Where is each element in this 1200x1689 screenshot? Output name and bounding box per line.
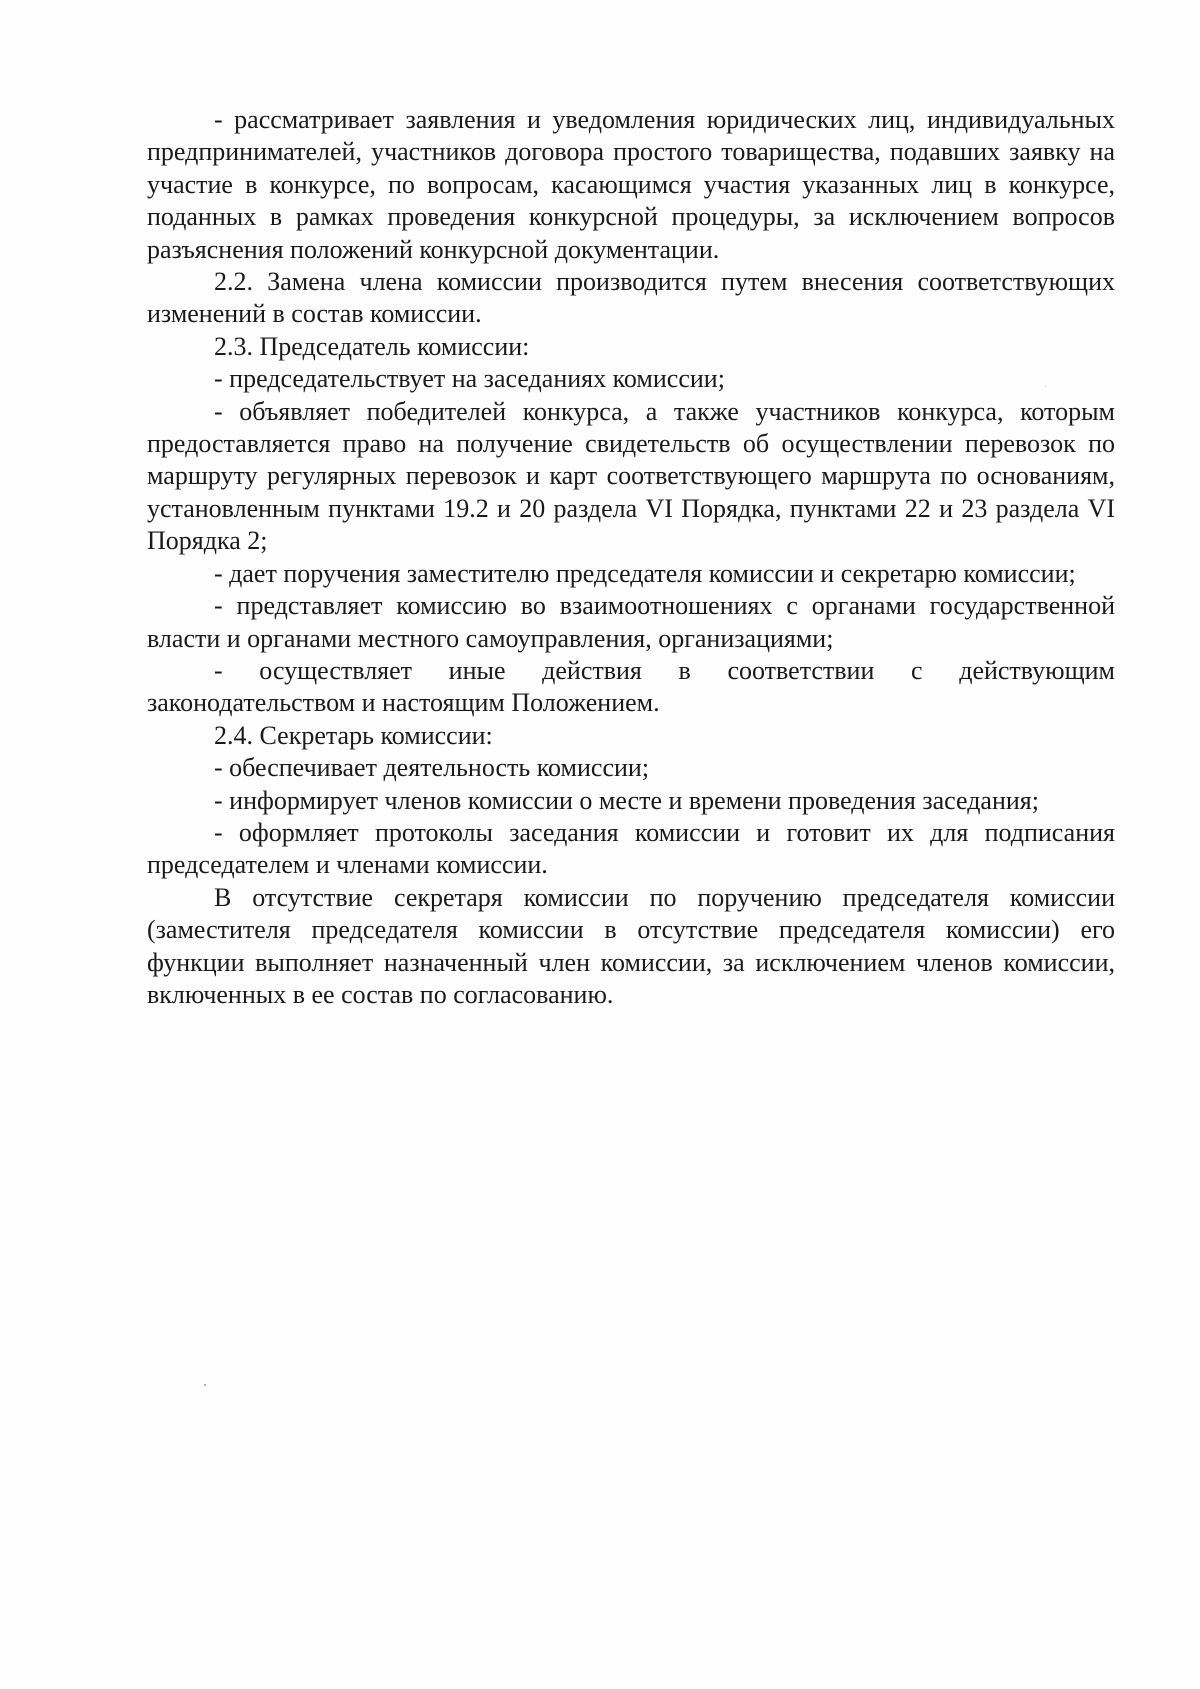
paragraph-secretary-informs-members: - информирует членов комиссии о месте и времени проведения заседания; <box>214 785 1039 815</box>
paragraph-chairman-announces-winners: - объявляет победителей конкурса, а также участников конкурса, которым предоставляется право на получение свидетельств об осуществлении перевозок по маршруту регулярных перевозок и карт соответствующего маршрута по основаниям, установленным пунктами 19.2 и 20 раздела VI Порядка, пунктами 22 и 23 раздела VI Порядка 2; <box>147 396 1115 556</box>
document-body <box>147 104 1115 1011</box>
paragraph-2-2-member-replacement: 2.2. Замена члена комиссии производится путем внесения соответствующих изменений в состав комиссии. <box>147 267 1115 329</box>
paragraph-2-3-chairman-heading: 2.3. Председатель комиссии: <box>214 331 530 361</box>
paragraph-applications-review: - рассматривает заявления и уведомления юридических лиц, индивидуальных предпринимателей, участников договора простого товарищества, подавших заявку на участие в конкурсе, по вопросам, касающимся участия указанных лиц в конкурсе, поданных в рамках проведения конкурсной процедуры, за исключением вопросов разъяснения положений конкурсной документации. <box>147 105 1115 264</box>
scan-speck <box>1045 386 1046 387</box>
paragraph-chairman-represents: - представляет комиссию во взаимоотношениях с органами государственной власти и органами местного самоуправления, организациями; <box>147 591 1115 653</box>
paragraph-secretary-absence: В отсутствие секретаря комиссии по поручению председателя комиссии (заместителя председателя комиссии в отсутствие председателя комиссии) его функции выполняет назначенный член комиссии, за исключением членов комиссии, включенных в ее состав по согласованию. <box>147 882 1115 1009</box>
paragraph-2-4-secretary-heading: 2.4. Секретарь комиссии: <box>214 720 493 750</box>
paragraph-chairman-presides: - председательствует на заседаниях комиссии; <box>214 364 725 394</box>
paragraph-secretary-ensures-activity: - обеспечивает деятельность комиссии; <box>214 753 650 783</box>
paragraph-chairman-instructions: - дает поручения заместителю председателя комиссии и секретарю комиссии; <box>214 558 1076 588</box>
paragraph-chairman-other-actions: - осуществляет иные действия в соответствии с действующим законодательством и настоящим Положением. <box>147 655 1115 718</box>
scan-speck <box>204 1384 206 1386</box>
paragraph-secretary-protocols: - оформляет протоколы заседания комиссии и готовит их для подписания председателем и членами комиссии. <box>147 817 1115 880</box>
